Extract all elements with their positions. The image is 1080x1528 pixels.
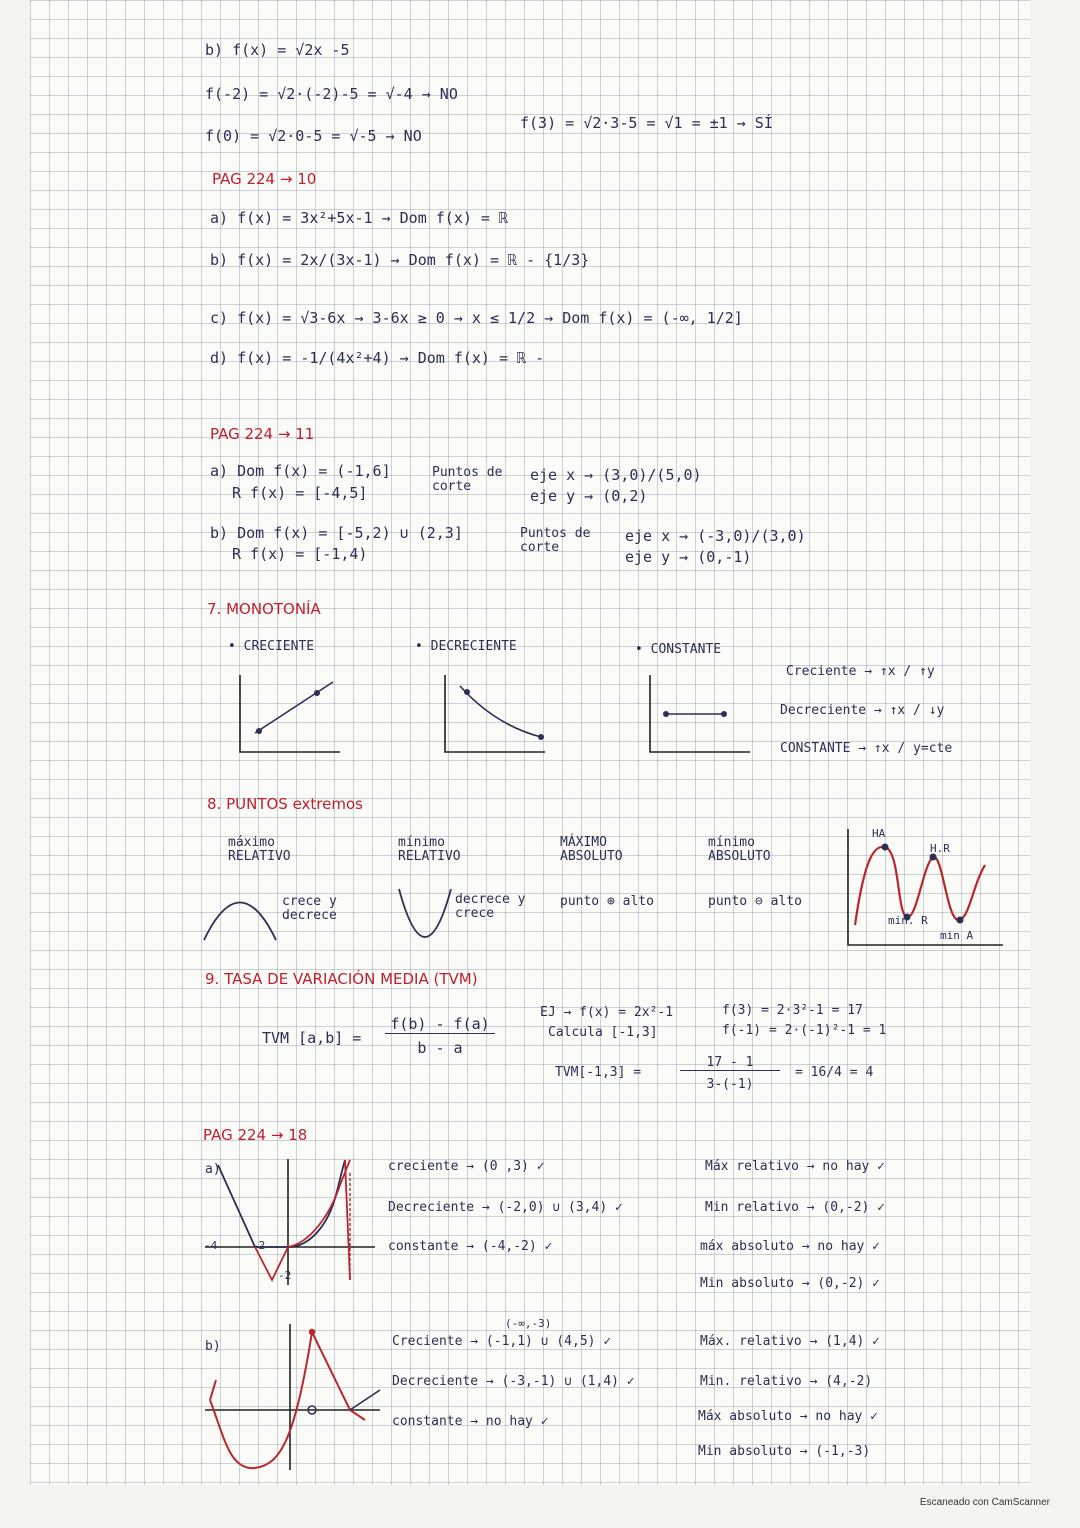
pag10-a: a) f(x) = 3x²+5x-1 → Dom f(x) = ℝ xyxy=(210,209,509,227)
creciente-text: CRECIENTE xyxy=(243,639,315,654)
creciente-label: • CRECIENTE xyxy=(228,639,315,654)
pag18-b-graph xyxy=(200,1320,390,1480)
constante-text: CONSTANTE xyxy=(650,642,722,657)
pag11-b-y: eje y → (0,-1) xyxy=(625,548,752,566)
tvm-title: 9. TASA DE VARIACIÓN MEDIA (TVM) xyxy=(205,970,478,988)
pag11-a-y: eje y → (0,2) xyxy=(530,487,648,505)
pag10-c: c) f(x) = √3-6x → 3-6x ≥ 0 → x ≤ 1/2 → Dom f(x) = (-∞, 1/2] xyxy=(210,309,743,327)
extremos-example-graph xyxy=(845,825,1005,950)
pag18-b-constante: constante → no hay ✓ xyxy=(392,1414,549,1429)
tvm-ej: EJ → f(x) = 2x²-1 xyxy=(540,1005,674,1020)
pag18-b-decreciente: Decreciente → (-3,-1) ∪ (1,4) ✓ xyxy=(392,1374,635,1389)
pag18-b-label: b) xyxy=(205,1339,221,1354)
tvm-example-num: 17 - 1 xyxy=(680,1056,780,1071)
pag11-title: PAG 224 → 11 xyxy=(210,425,315,443)
min-abs-label: mínimo ABSOLUTO xyxy=(708,835,771,865)
b-function: b) f(x) = √2x -5 xyxy=(205,41,350,59)
pag11-b-dom: b) Dom f(x) = [-5,2) ∪ (2,3] xyxy=(210,524,463,542)
constante-label: • CONSTANTE xyxy=(635,642,722,657)
pag18-title: PAG 224 → 18 xyxy=(203,1126,308,1144)
decrece-crece: decrece y crece xyxy=(455,892,526,922)
pag18-a-tick-m2: -2 xyxy=(252,1239,266,1252)
tvm-f3: f(3) = 2·3²-1 = 17 xyxy=(722,1003,863,1018)
pag10-d: d) f(x) = -1/(4x²+4) → Dom f(x) = ℝ - xyxy=(210,349,545,367)
punto-minus: punto ⊖ alto xyxy=(708,894,802,909)
pag11-a-x: eje x → (3,0)/(5,0) xyxy=(530,466,702,484)
max-abs-label: MÁXIMO ABSOLUTO xyxy=(560,835,623,865)
punto-plus: punto ⊕ alto xyxy=(560,894,654,909)
crece-decrece: crece y decrece xyxy=(282,894,337,924)
pag18-a-max-abs: máx absoluto → no hay ✓ xyxy=(700,1239,881,1254)
decreciente-text: DECRECIENTE xyxy=(430,639,517,654)
max-rel-label: máximo RELATIVO xyxy=(228,835,291,865)
pag18-a-min-abs: Min absoluto → (0,-2) ✓ xyxy=(700,1276,881,1291)
monotonia-title: 7. MONOTONÍA xyxy=(207,600,321,618)
pag18-b-max-rel: Máx. relativo → (1,4) ✓ xyxy=(700,1334,881,1349)
pag18-a-tick-y: -2 xyxy=(278,1269,292,1282)
minr-label: min. R xyxy=(888,914,928,927)
scanner-footer: Escaneado con CamScanner xyxy=(919,1497,1050,1508)
f-minus-2: f(-2) = √2·(-2)-5 = √-4 → NO xyxy=(205,85,458,103)
decreciente-label: • DECRECIENTE xyxy=(415,639,517,654)
pag10-b: b) f(x) = 2x/(3x-1) → Dom f(x) = ℝ - {1/3} xyxy=(210,251,590,269)
tvm-formula-lhs: TVM [a,b] = xyxy=(262,1029,362,1047)
rule-constante: CONSTANTE → ↑x / y=cte xyxy=(780,741,953,756)
pag18-a-creciente: creciente → (0 ,3) ✓ xyxy=(388,1159,545,1174)
pag18-a-tick-m4: -4 xyxy=(204,1239,218,1252)
pag10-title: PAG 224 → 10 xyxy=(212,170,317,188)
tvm-example-den: 3-(-1) xyxy=(706,1077,754,1092)
pag18-a-constante: constante → (-4,-2) ✓ xyxy=(388,1239,553,1254)
ha-label: HA xyxy=(872,827,886,840)
tvm-fm1: f(-1) = 2·(-1)²-1 = 1 xyxy=(722,1023,887,1038)
extremos-title: 8. PUNTOS extremos xyxy=(207,795,363,813)
pag18-a-max-rel: Máx relativo → no hay ✓ xyxy=(705,1159,886,1174)
pag11-b-puntos: Puntos de corte xyxy=(520,526,591,556)
pag11-b-rec: R f(x) = [-1,4) xyxy=(232,545,368,563)
pag18-b-creciente: Creciente → (-1,1) ∪ (4,5) ✓ xyxy=(392,1334,612,1349)
rule-decreciente: Decreciente → ↑x / ↓y xyxy=(780,703,945,718)
pag18-b-min-abs: Min absoluto → (-1,-3) xyxy=(698,1444,871,1459)
decreciente-graph xyxy=(435,670,555,760)
creciente-graph xyxy=(230,670,350,760)
max-rel-curve xyxy=(200,885,280,945)
rule-creciente: Creciente → ↑x / ↑y xyxy=(786,664,935,679)
hr-label: H.R xyxy=(930,842,950,855)
pag11-a-rec: R f(x) = [-4,5] xyxy=(232,484,368,502)
pag11-a-puntos: Puntos de corte xyxy=(432,465,503,495)
f-three: f(3) = √2·3-5 = √1 = ±1 → SÍ xyxy=(520,114,773,132)
f-zero: f(0) = √2·0-5 = √-5 → NO xyxy=(205,127,422,145)
pag18-a-label: a) xyxy=(205,1162,221,1177)
pag18-a-decreciente: Decreciente → (-2,0) ∪ (3,4) ✓ xyxy=(388,1200,623,1215)
pag18-b-note: (-∞,-3) xyxy=(505,1317,552,1330)
constante-graph xyxy=(640,670,760,760)
tvm-calc: Calcula [-1,3] xyxy=(548,1025,658,1040)
tvm-example-result: = 16/4 = 4 xyxy=(795,1065,874,1080)
min-rel-label: mínimo RELATIVO xyxy=(398,835,461,865)
pag18-b-max-abs: Máx absoluto → no hay ✓ xyxy=(698,1409,879,1424)
tvm-formula-num: f(b) - f(a) xyxy=(385,1016,495,1034)
pag18-a-min-rel: Min relativo → (0,-2) ✓ xyxy=(705,1200,886,1215)
mina-label: min A xyxy=(940,929,974,942)
tvm-example-lhs: TVM[-1,3] = xyxy=(555,1065,642,1080)
pag18-b-min-rel: Min. relativo → (4,-2) xyxy=(700,1374,873,1389)
pag11-b-x: eje x → (-3,0)/(3,0) xyxy=(625,527,806,545)
min-rel-curve xyxy=(395,885,455,950)
pag11-a-dom: a) Dom f(x) = (-1,6] xyxy=(210,462,391,480)
tvm-formula-den: b - a xyxy=(417,1039,463,1057)
